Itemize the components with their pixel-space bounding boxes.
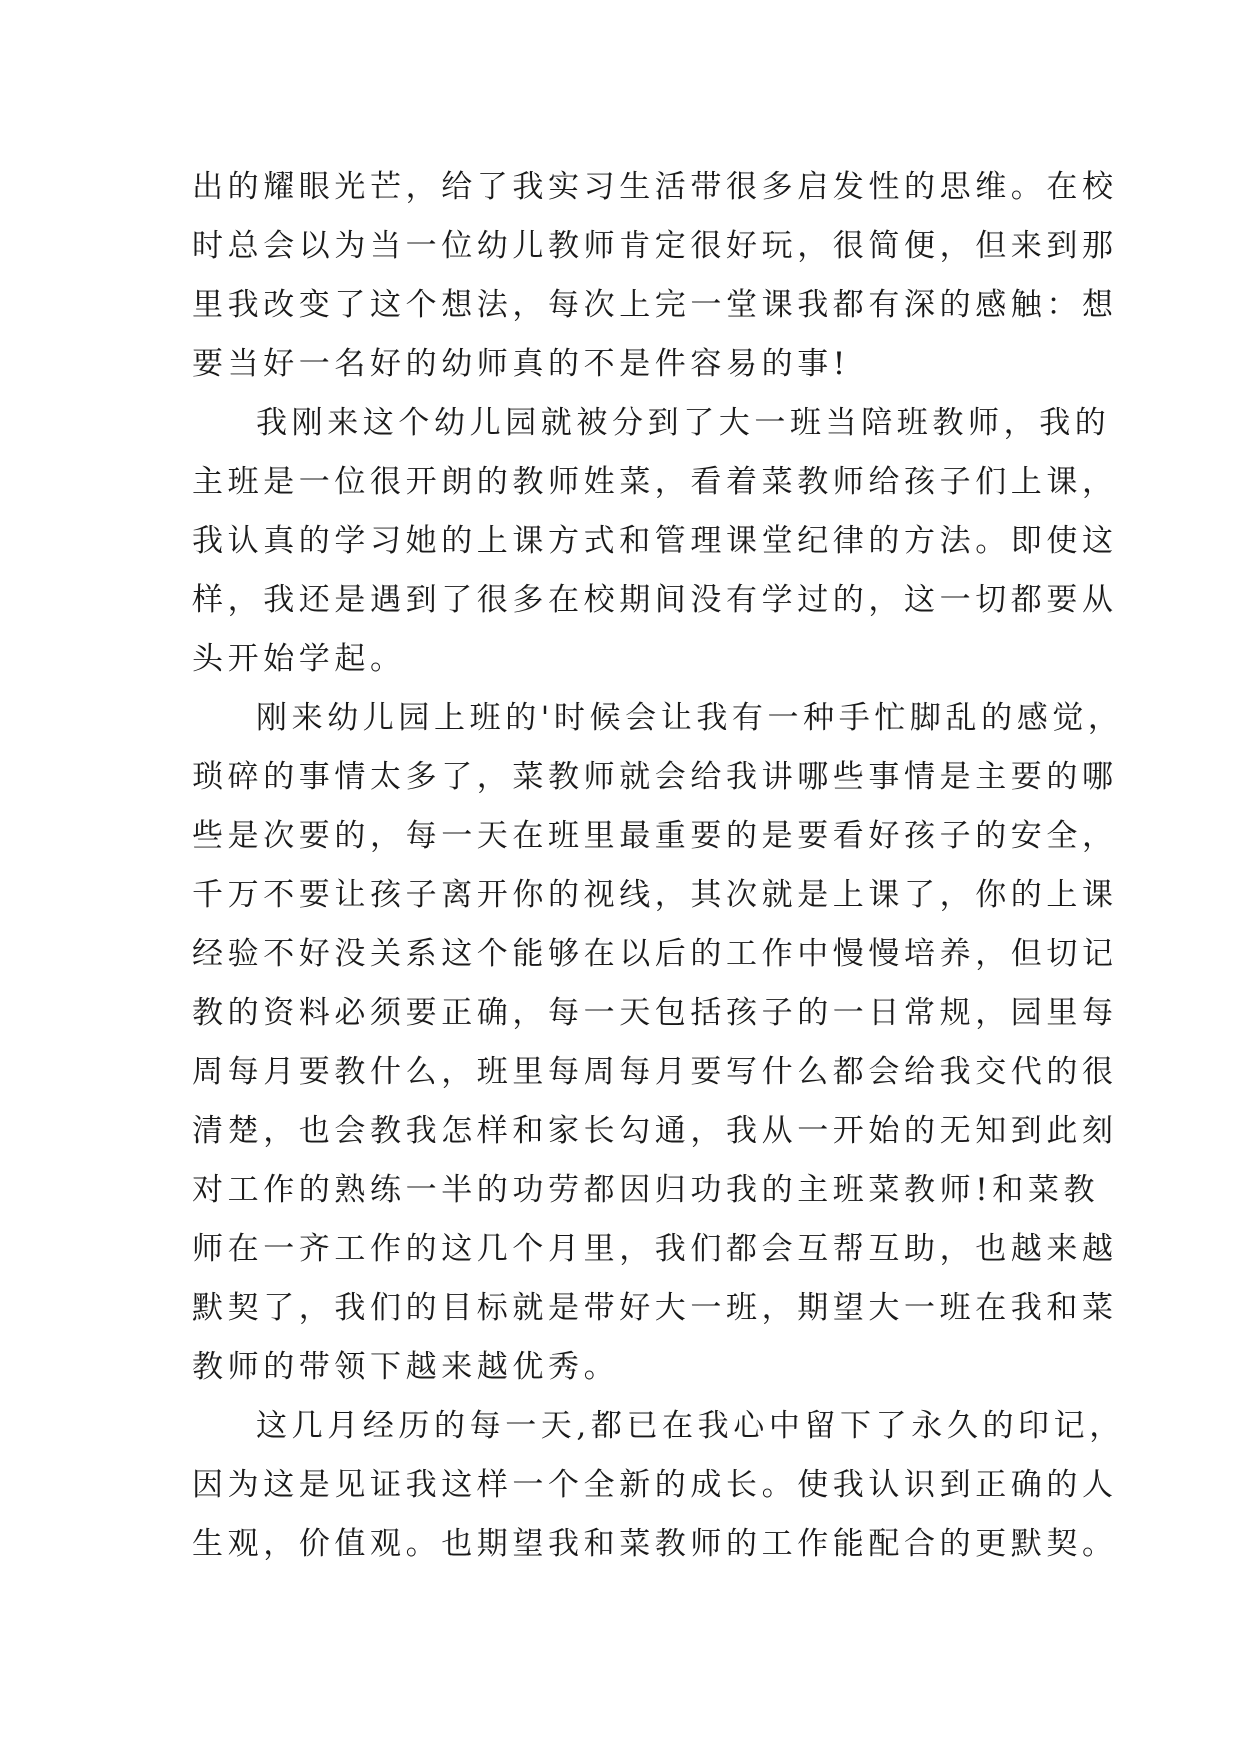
paragraph-2 bbox=[192, 394, 1118, 689]
text-line: 对工作的熟练一半的功劳都因归功我的主班菜教师!和菜教 bbox=[192, 1172, 1100, 1208]
text-line: 琐碎的事情太多了，菜教师就会给我讲哪些事情是主要的哪 bbox=[192, 759, 1118, 795]
text-line: 默契了，我们的目标就是带好大一班，期望大一班在我和菜 bbox=[192, 1290, 1118, 1326]
text-line: 我刚来这个幼儿园就被分到了大一班当陪班教师，我的 bbox=[256, 405, 1111, 441]
text-line: 主班是一位很开朗的教师姓菜，看着菜教师给孩子们上课， bbox=[192, 464, 1118, 500]
document-body bbox=[192, 158, 1125, 1574]
text-line: 我认真的学习她的上课方式和管理课堂纪律的方法。即使这 bbox=[192, 523, 1118, 559]
text-line: 刚来幼儿园上班的'时候会让我有一种手忙脚乱的感觉， bbox=[256, 700, 1124, 736]
text-line: 样，我还是遇到了很多在校期间没有学过的，这一切都要从 bbox=[192, 582, 1118, 618]
text-line: 千万不要让孩子离开你的视线，其次就是上课了，你的上课 bbox=[192, 877, 1118, 913]
text-line: 教师的带领下越来越优秀。 bbox=[192, 1349, 620, 1385]
paragraph-4 bbox=[192, 1397, 1125, 1574]
text-line: 清楚，也会教我怎样和家长勾通，我从一开始的无知到此刻 bbox=[192, 1113, 1118, 1149]
text-line: 要当好一名好的幼师真的不是件容易的事! bbox=[192, 346, 850, 382]
text-line: 生观，价值观。也期望我和菜教师的工作能配合的更默契。 bbox=[192, 1526, 1118, 1562]
text-line: 教的资料必须要正确，每一天包括孩子的一日常规，园里每 bbox=[192, 995, 1118, 1031]
text-line: 出的耀眼光芒，给了我实习生活带很多启发性的思维。在校 bbox=[192, 169, 1118, 205]
text-line: 周每月要教什么，班里每周每月要写什么都会给我交代的很 bbox=[192, 1054, 1118, 1090]
text-line: 时总会以为当一位幼儿教师肯定很好玩，很简便，但来到那 bbox=[192, 228, 1118, 264]
text-line: 经验不好没关系这个能够在以后的工作中慢慢培养，但切记 bbox=[192, 936, 1118, 972]
text-line: 这几月经历的每一天,都已在我心中留下了永久的印记， bbox=[256, 1408, 1125, 1444]
text-line: 头开始学起。 bbox=[192, 641, 406, 677]
text-line: 里我改变了这个想法，每次上完一堂课我都有深的感触：想 bbox=[192, 287, 1118, 323]
paragraph-3 bbox=[192, 689, 1124, 1397]
text-line: 师在一齐工作的这几个月里，我们都会互帮互助，也越来越 bbox=[192, 1231, 1118, 1267]
text-line: 因为这是见证我这样一个全新的成长。使我认识到正确的人 bbox=[192, 1467, 1118, 1503]
text-line: 些是次要的，每一天在班里最重要的是要看好孩子的安全， bbox=[192, 818, 1118, 854]
paragraph-1 bbox=[192, 158, 1118, 394]
